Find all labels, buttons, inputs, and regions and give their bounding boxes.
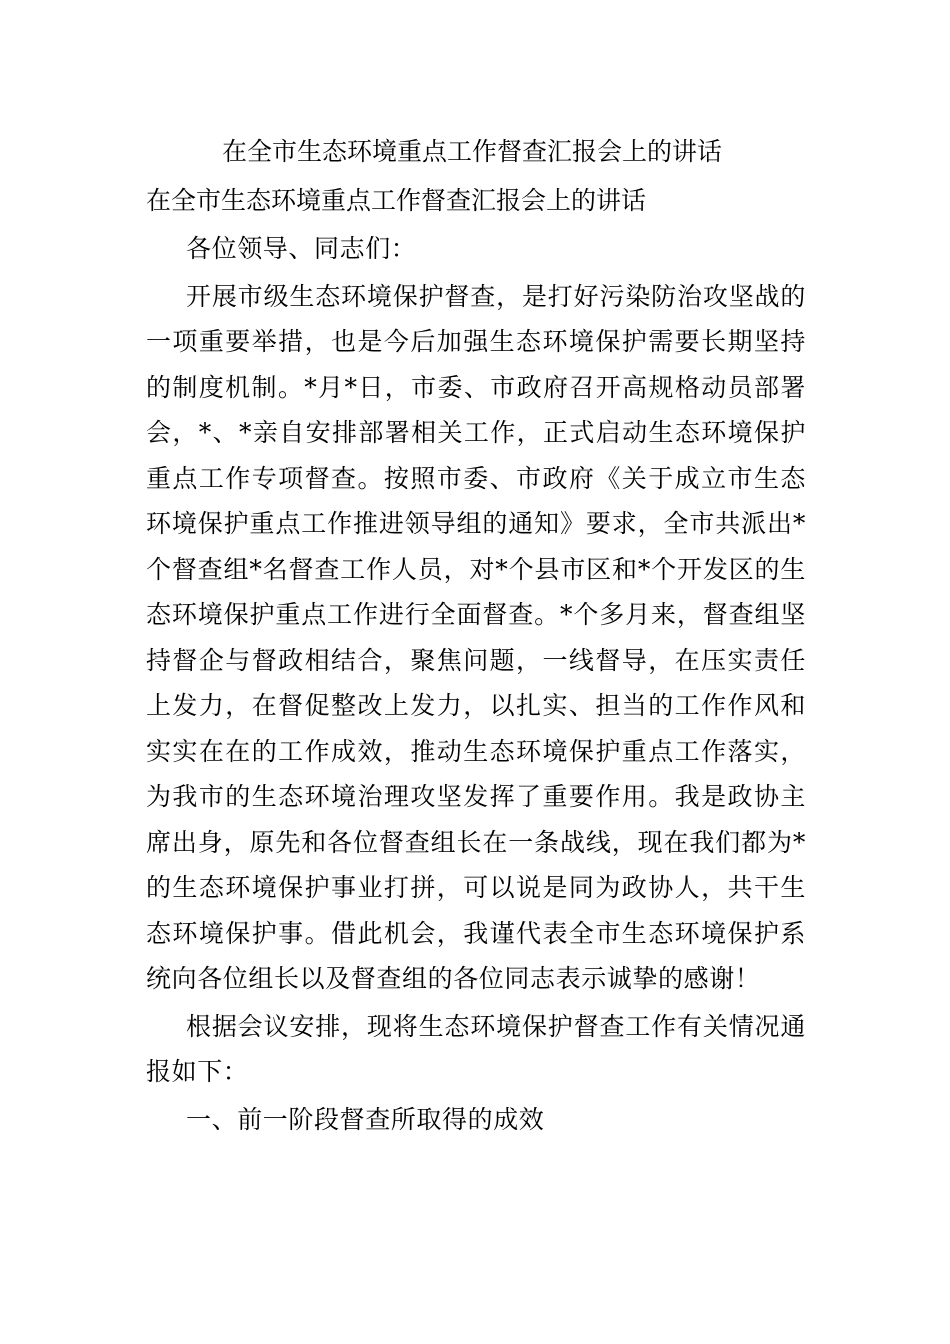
document-subtitle: 在全市生态环境重点工作督查汇报会上的讲话: [146, 186, 647, 215]
greeting: 各位领导、同志们：: [186, 234, 417, 263]
section-heading: 一、前一阶段督查所取得的成效: [186, 1104, 545, 1134]
body-paragraph: 根据会议安排，现将生态环境保护督查工作有关情况通报如下：: [146, 1011, 806, 1086]
document-body: [146, 226, 806, 1142]
body-paragraph: 开展市级生态环境保护督查，是打好污染防治攻坚战的一项重要举措，也是今后加强生态环境保护需要长期坚持的制度机制。*月*日，市委、市政府召开高规格动员部署会，*、*亲自安排部署相关工作，正式启动生态环境保护重点工作专项督查。按照市委、市政府《关于成立市生态环境保护重点工作推进领导组的通知》要求，全市共派出*个督查组*名督查工作人员，对*个县市区和*个开发区的生态环境保护重点工作进行全面督查。*个多月来，督查组坚持督企与督政相结合，聚焦问题，一线督导，在压实责任上发力，在督促整改上发力，以扎实、担当的工作作风和实实在在的工作成效，推动生态环境保护重点工作落实，为我市的生态环境治理攻坚发挥了重要作用。我是政协主席出身，原先和各位督查组长在一条战线，现在我们都为*的生态环境保护事业打拼，可以说是同为政协人，共干生态环境保护事。借此机会，我谨代表全市生态环境保护系统向各位组长以及督查组的各位同志表示诚挚的感谢！: [146, 281, 806, 993]
document-title: 在全市生态环境重点工作督查汇报会上的讲话: [222, 137, 723, 166]
